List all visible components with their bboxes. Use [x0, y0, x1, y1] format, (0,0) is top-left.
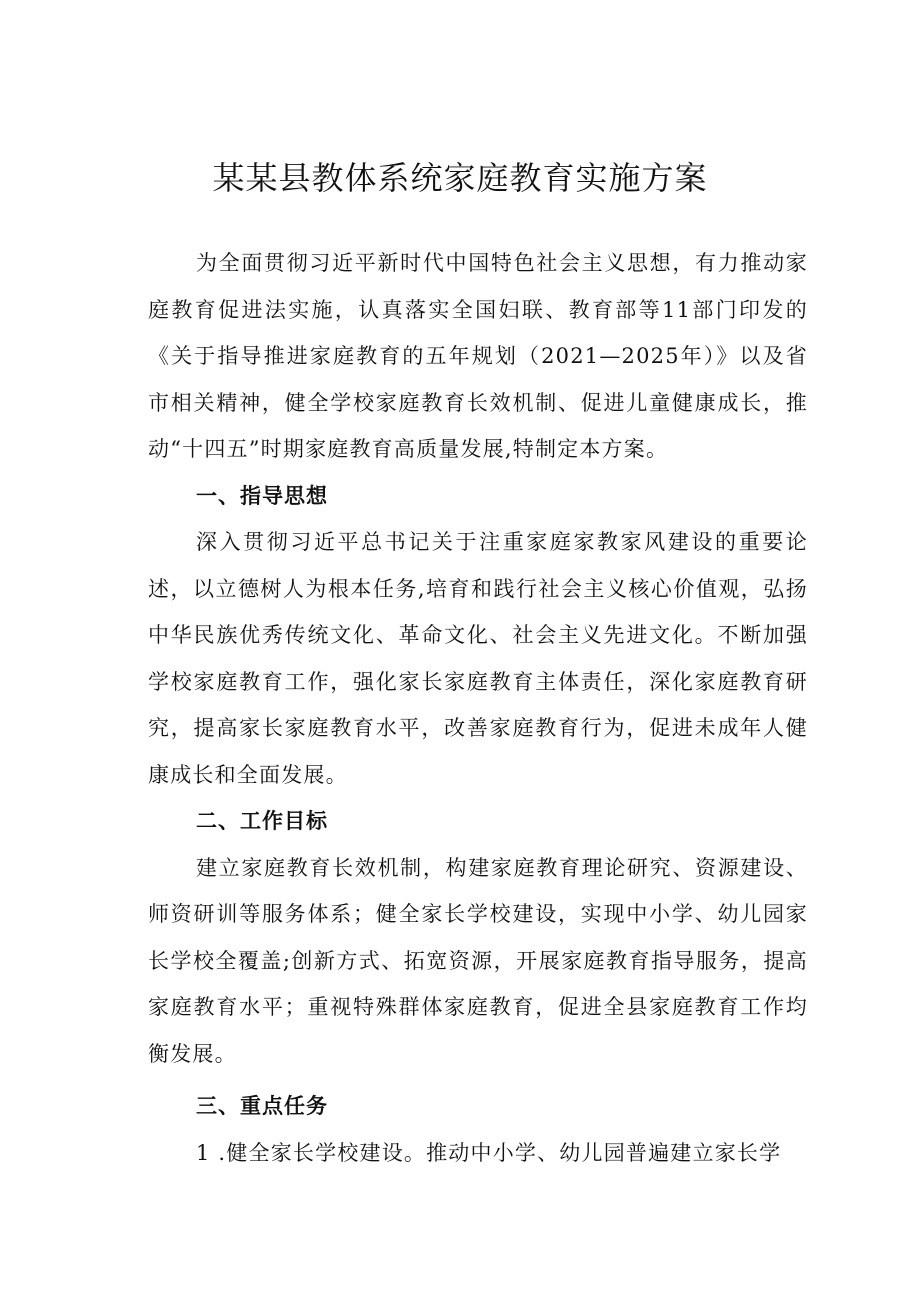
section-text-key-tasks: 1 .健全家长学校建设。推动中小学、幼儿园普遍建立家长学 — [196, 1140, 782, 1165]
section-heading-key-tasks: 三、重点任务 — [196, 1094, 328, 1118]
section-heading-guiding-ideology: 一、指导思想 — [196, 483, 328, 508]
section-heading-work-goals: 二、工作目标 — [196, 809, 328, 833]
intro-paragraph: 为全面贯彻习近平新时代中国特色社会主义思想，有力推动家庭教育促进法实施，认真落实全国妇联、教育部等11部门印发的《关于指导推进家庭教育的五年规划（2021—2025年）》以及省市相关精神，健全学校家庭教育长效机制、促进儿童健康成长，推动“十四五”时期家庭教育高质量发展,特制定本方案。 — [148, 251, 808, 461]
document-body — [148, 240, 808, 1176]
document-title: 某某县教体系统家庭教育实施方案 — [212, 159, 708, 197]
section-text-guiding-ideology: 深入贯彻习近平总书记关于注重家庭家教家风建设的重要论述，以立德树人为根本任务,培育和践行社会主义核心价值观，弘扬中华民族优秀传统文化、革命文化、社会主义先进文化。不断加强学校家庭教育工作，强化家长家庭教育主体责任，深化家庭教育研究，提高家长家庭教育水平，改善家庭教育行为，促进未成年人健康成长和全面发展。 — [148, 530, 808, 787]
section-text-work-goals: 建立家庭教育长效机制，构建家庭教育理论研究、资源建设、师资研训等服务体系；健全家长学校建设，实现中小学、幼儿园家长学校全覆盖;创新方式、拓宽资源，开展家庭教育指导服务，提高家庭教育水平；重视特殊群体家庭教育，促进全县家庭教育工作均衡发展。 — [148, 855, 808, 1066]
